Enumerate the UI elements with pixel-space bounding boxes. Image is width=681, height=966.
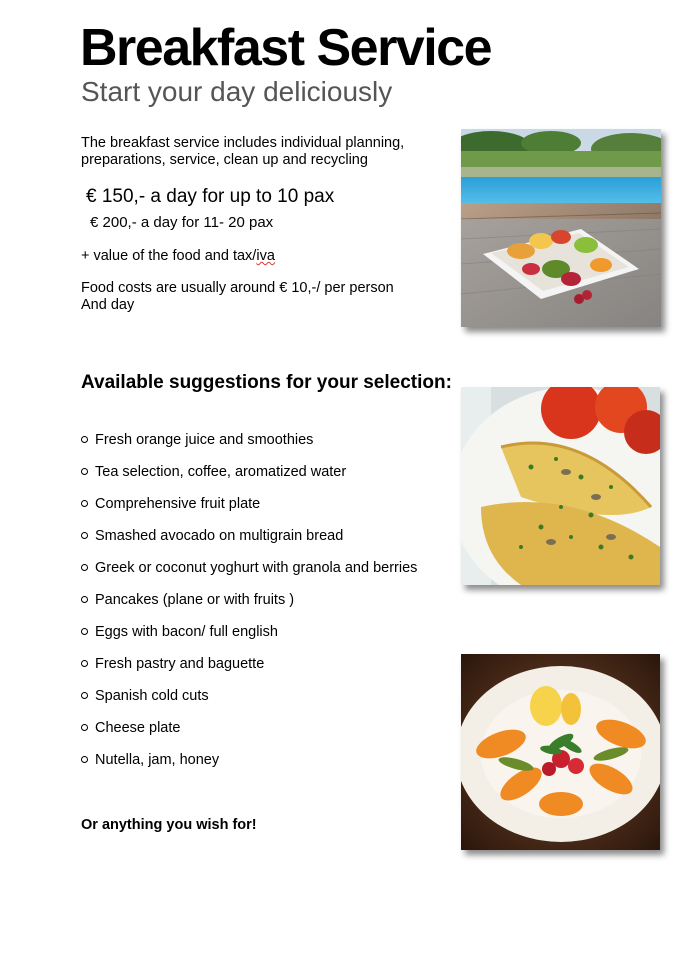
bullet-icon bbox=[81, 436, 88, 443]
price-up-to-10: € 150,- a day for up to 10 pax bbox=[86, 186, 335, 207]
bullet-icon bbox=[81, 660, 88, 667]
list-item-label: Cheese plate bbox=[95, 720, 181, 736]
list-item bbox=[81, 654, 417, 686]
extras-note bbox=[81, 248, 275, 265]
intro-line-1: The breakfast service includes individual planning, bbox=[81, 135, 405, 151]
list-item bbox=[81, 622, 417, 654]
list-item-label: Smashed avocado on multigrain bread bbox=[95, 528, 344, 544]
list-item-label: Pancakes (plane or with fruits ) bbox=[95, 592, 295, 608]
intro-line-2: preparations, service, clean up and recycling bbox=[81, 152, 368, 168]
bullet-icon bbox=[81, 468, 88, 475]
list-item-label: Fresh pastry and baguette bbox=[95, 656, 265, 672]
list-item bbox=[81, 430, 417, 462]
bullet-icon bbox=[81, 596, 88, 603]
bullet-icon bbox=[81, 724, 88, 731]
omelette-photo bbox=[461, 387, 660, 585]
food-cost-line-1: Food costs are usually around € 10,-/ per person bbox=[81, 280, 394, 296]
list-item bbox=[81, 494, 417, 526]
list-item bbox=[81, 526, 417, 558]
list-item bbox=[81, 590, 417, 622]
list-item bbox=[81, 750, 417, 782]
list-item-label: Fresh orange juice and smoothies bbox=[95, 432, 314, 448]
list-item bbox=[81, 686, 417, 718]
list-item-label: Comprehensive fruit plate bbox=[95, 496, 261, 512]
orange-dessert-plate-photo bbox=[461, 654, 660, 850]
bullet-icon bbox=[81, 756, 88, 763]
price-11-to-20: € 200,- a day for 11- 20 pax bbox=[90, 214, 274, 231]
list-item bbox=[81, 462, 417, 494]
bullet-icon bbox=[81, 532, 88, 539]
page-title: Breakfast Service bbox=[80, 19, 492, 77]
list-item-label: Tea selection, coffee, aromatized water bbox=[95, 464, 347, 480]
bullet-icon bbox=[81, 628, 88, 635]
closing-line: Or anything you wish for! bbox=[81, 817, 257, 833]
bullet-icon bbox=[81, 692, 88, 699]
list-item bbox=[81, 558, 417, 590]
page-subtitle: Start your day deliciously bbox=[81, 76, 393, 107]
fruit-platter-by-pool-photo bbox=[461, 129, 661, 327]
list-item-label: Greek or coconut yoghurt with granola and berries bbox=[95, 560, 418, 576]
suggestions-heading: Available suggestions for your selection: bbox=[81, 372, 452, 393]
list-item-label: Nutella, jam, honey bbox=[95, 752, 220, 768]
bullet-icon bbox=[81, 500, 88, 507]
list-item-label: Eggs with bacon/ full english bbox=[95, 624, 278, 640]
extras-iva: iva bbox=[256, 248, 275, 264]
food-cost-line-2: And day bbox=[81, 297, 135, 313]
list-item-label: Spanish cold cuts bbox=[95, 688, 209, 704]
bullet-icon bbox=[81, 564, 88, 571]
extras-prefix: + value of the food and tax/ bbox=[81, 248, 257, 264]
list-item bbox=[81, 718, 417, 750]
suggestions-list bbox=[81, 430, 417, 782]
